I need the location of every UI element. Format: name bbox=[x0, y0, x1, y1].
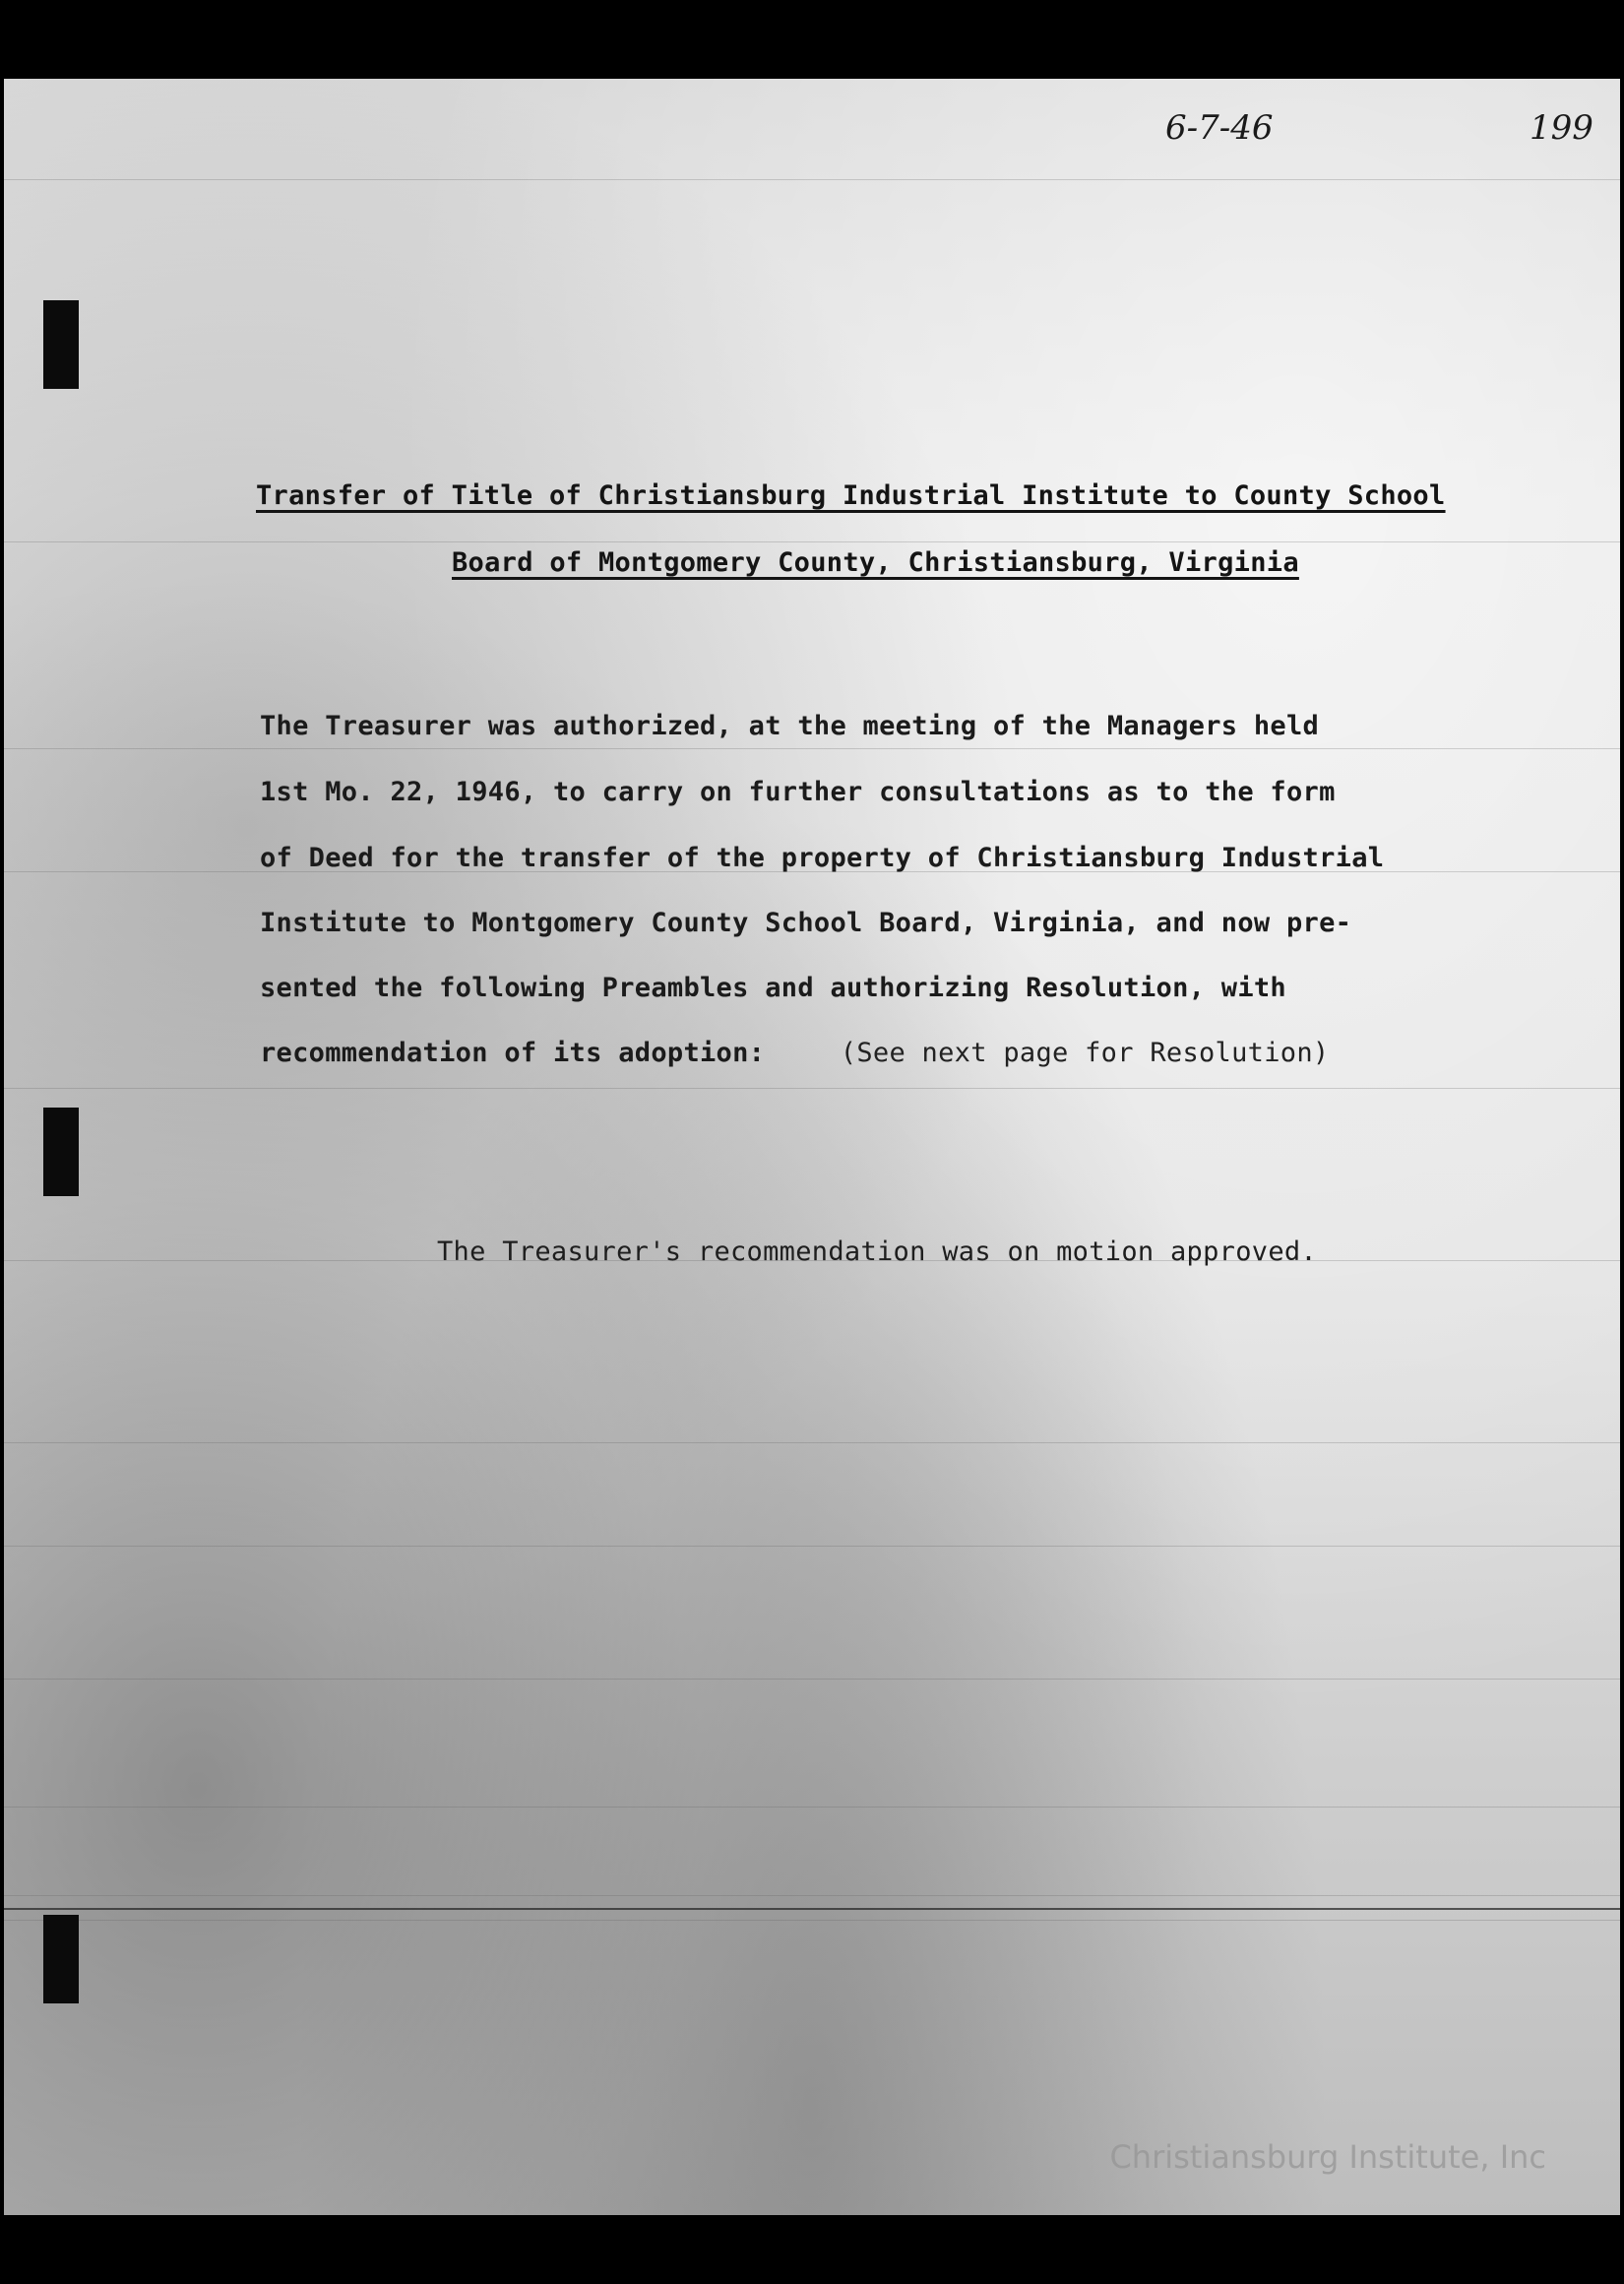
handwritten-date: 6-7-46 bbox=[1165, 108, 1274, 148]
punch-hole bbox=[43, 300, 79, 389]
body-line: of Deed for the transfer of the property of Christiansburg Industrial bbox=[260, 843, 1385, 873]
body-line-text: recommendation of its adoption: bbox=[260, 1038, 766, 1068]
ruled-line bbox=[4, 1807, 1620, 1808]
ruled-line bbox=[4, 179, 1620, 180]
body-line: Institute to Montgomery County School Board, Virginia, and now pre- bbox=[260, 908, 1352, 938]
document-page bbox=[4, 79, 1620, 2215]
ruled-line bbox=[4, 1679, 1620, 1680]
body-line: sented the following Preambles and authorizing Resolution, with bbox=[260, 973, 1286, 1003]
document-title-line-1: Transfer of Title of Christiansburg Industrial Institute to County School bbox=[256, 480, 1446, 511]
ruled-line bbox=[4, 1920, 1620, 1921]
punch-hole bbox=[43, 1915, 79, 2003]
body-line: 1st Mo. 22, 1946, to carry on further consultations as to the form bbox=[260, 777, 1336, 807]
body-line-last bbox=[260, 1038, 1329, 1068]
approval-statement: The Treasurer's recommendation was on motion approved. bbox=[437, 1237, 1317, 1267]
body-line: The Treasurer was authorized, at the meeting of the Managers held bbox=[260, 711, 1320, 741]
ruled-line bbox=[4, 748, 1620, 749]
fold-line bbox=[4, 1908, 1620, 1910]
handwritten-page-number: 199 bbox=[1530, 108, 1593, 148]
ruled-line bbox=[4, 1442, 1620, 1443]
resolution-note: (See next page for Resolution) bbox=[840, 1038, 1330, 1068]
ruled-line bbox=[4, 1895, 1620, 1896]
ruled-line bbox=[4, 1088, 1620, 1089]
punch-hole bbox=[43, 1108, 79, 1196]
ruled-line bbox=[4, 541, 1620, 542]
watermark: Christiansburg Institute, Inc bbox=[1109, 2138, 1546, 2176]
ruled-line bbox=[4, 1546, 1620, 1547]
document-title-line-2: Board of Montgomery County, Christiansburg, Virginia bbox=[452, 547, 1299, 578]
